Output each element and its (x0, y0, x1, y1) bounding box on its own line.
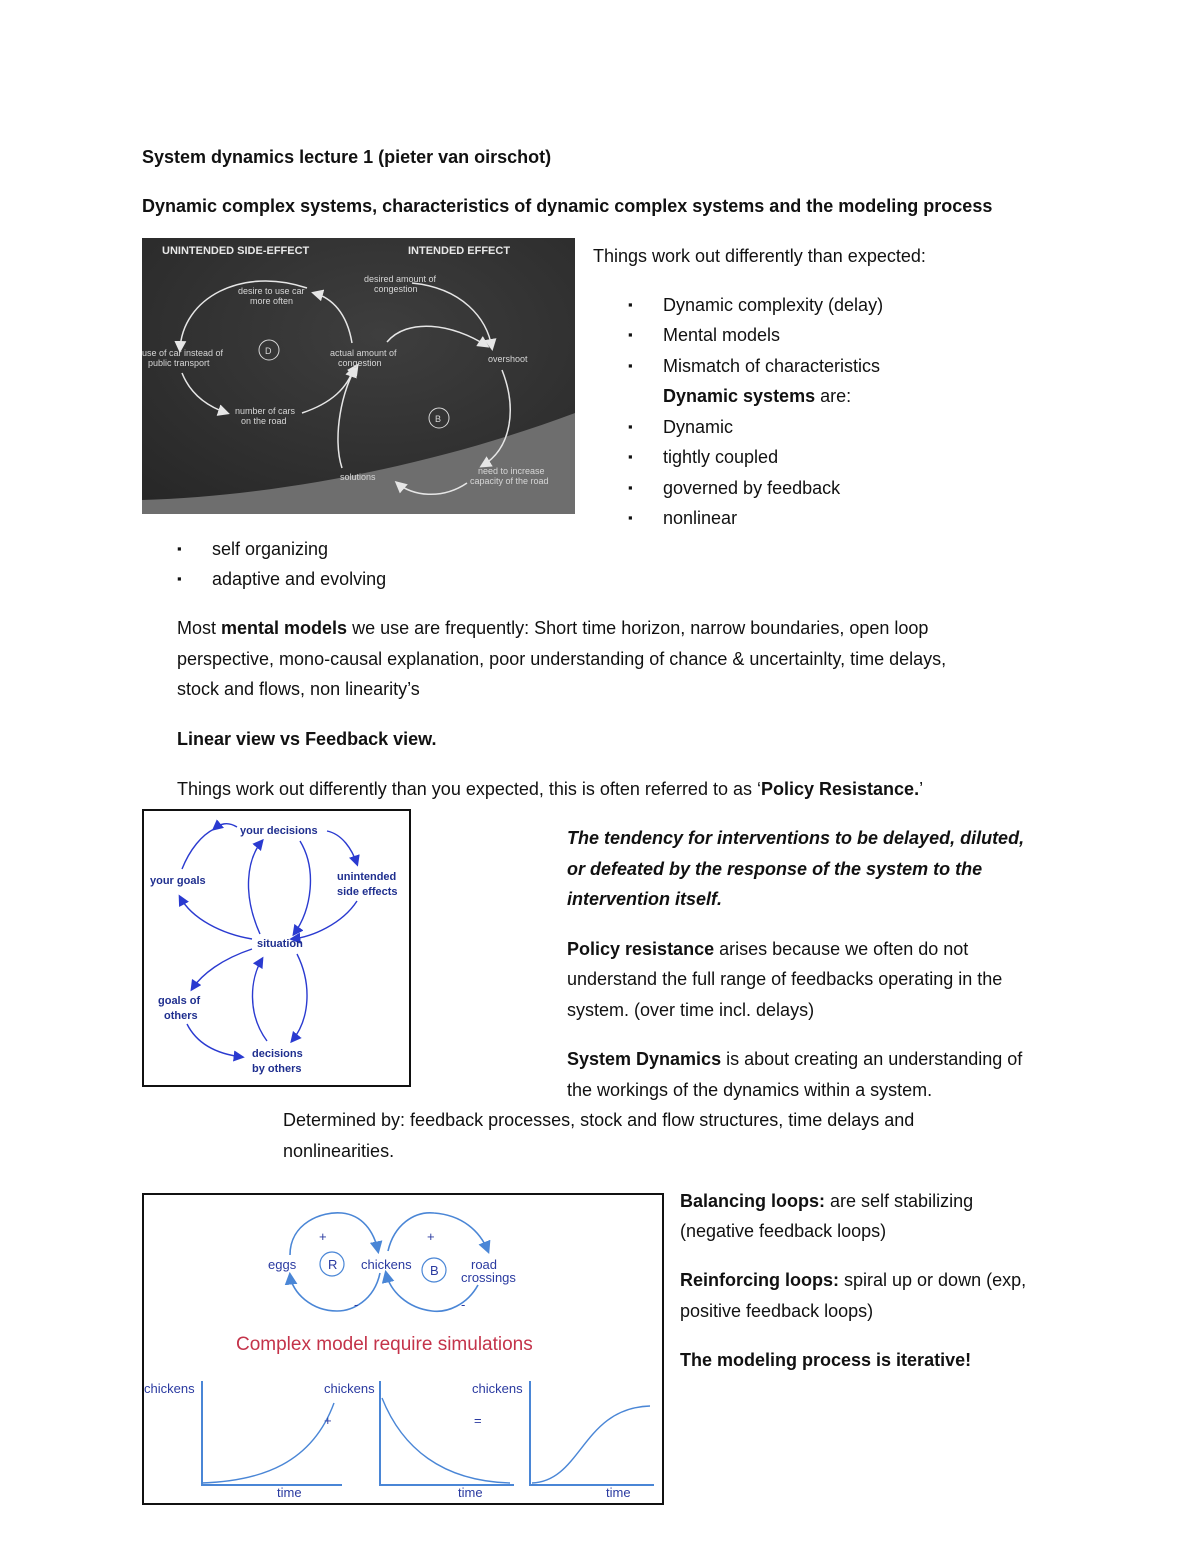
bullet-icon: ▪ (628, 480, 633, 495)
plot-ylabel: chickens (324, 1381, 375, 1396)
bullet-icon: ▪ (628, 327, 633, 342)
node-desire: desire to use car (238, 286, 305, 296)
bullet-icon: ▪ (177, 541, 182, 556)
header-intended: INTENDED EFFECT (408, 245, 511, 257)
mental-models-line: stock and flows, non linearity’s (177, 679, 420, 699)
polarity-minus: - (354, 1297, 359, 1312)
list-item: Dynamic (663, 417, 734, 437)
plot-xlabel: time (277, 1485, 302, 1500)
node-need-capacity: capacity of the road (470, 476, 549, 486)
polarity-plus: + (319, 1229, 327, 1244)
mental-models-line: perspective, mono-causal explanation, poor understanding of chance & uncertainlty, time delays, (177, 649, 947, 669)
node-desire: more often (250, 296, 294, 306)
page-title: System dynamics lecture 1 (pieter van oirschot) (142, 147, 552, 167)
node-road-crossings: road (471, 1257, 498, 1272)
node-road-crossings: crossings (461, 1270, 516, 1285)
node-goals-of-others: goals of (158, 995, 201, 1007)
node-number-of-cars: on the road (241, 416, 287, 426)
plot-ylabel: chickens (472, 1381, 523, 1396)
reinforcing-loops-line: positive feedback loops) (680, 1301, 874, 1321)
bullet-icon: ▪ (628, 449, 633, 464)
balancing-loops-line: (negative feedback loops) (680, 1221, 887, 1241)
dynamic-systems-label: Dynamic systems are: (663, 386, 852, 406)
list-item: nonlinear (663, 508, 738, 528)
bullet-icon: ▪ (628, 419, 633, 434)
plot-ylabel: chickens (144, 1381, 195, 1396)
node-desired-congestion: congestion (374, 284, 418, 294)
list-item: adaptive and evolving (212, 569, 387, 589)
definition-line: intervention itself. (567, 889, 723, 909)
mental-models-line: Most mental models we use are frequently: Short time horizon, narrow boundaries, open loop (177, 618, 929, 638)
loop-label-b: B (430, 1263, 439, 1278)
node-number-of-cars: number of cars (235, 406, 296, 416)
node-chickens: chickens (361, 1257, 412, 1272)
node-decisions-by-others: decisions (252, 1048, 303, 1060)
bullet-icon: ▪ (628, 297, 633, 312)
node-use-of-car: use of car instead of (142, 348, 224, 358)
simulation-headline: Complex model require simulations (236, 1334, 533, 1355)
linear-feedback-heading: Linear view vs Feedback view. (177, 729, 437, 749)
loop-label-right: B (435, 414, 442, 424)
node-use-of-car: public transport (148, 358, 210, 368)
node-your-goals: your goals (150, 875, 206, 887)
node-actual-congestion: actual amount of (330, 348, 397, 358)
node-desired-congestion: desired amount of (364, 274, 437, 284)
node-need-capacity: need to increase (478, 466, 545, 476)
determined-by-line: nonlinearities. (283, 1141, 395, 1161)
definition-line: or defeated by the response of the system to the (567, 859, 983, 879)
system-dynamics-para: System Dynamics is about creating an understanding of (567, 1049, 1023, 1069)
intro-text: Things work out differently than expected: (593, 246, 926, 266)
policy-resistance-line: Things work out differently than you expected, this is often referred to as ‘Policy Resistance.’ (177, 779, 924, 799)
system-dynamics-para: the workings of the dynamics within a system. (567, 1080, 933, 1100)
node-situation: situation (257, 938, 303, 950)
page-subtitle: Dynamic complex systems, characteristics of dynamic complex systems and the modeling process (142, 196, 993, 216)
plot-xlabel: time (458, 1485, 483, 1500)
determined-by-line: Determined by: feedback processes, stock and flow structures, time delays and (283, 1110, 915, 1130)
node-eggs: eggs (268, 1257, 297, 1272)
node-goals-of-others: others (164, 1010, 198, 1022)
node-overshoot: overshoot (488, 354, 528, 364)
polarity-minus: - (461, 1297, 466, 1312)
node-actual-congestion: congestion (338, 358, 382, 368)
node-unintended: unintended (337, 871, 397, 883)
balancing-loops-line: Balancing loops: are self stabilizing (680, 1191, 974, 1211)
policy-resistance-para: system. (over time incl. delays) (567, 1000, 815, 1020)
header-unintended: UNINTENDED SIDE-EFFECT (162, 245, 310, 257)
list-item: Dynamic complexity (delay) (663, 295, 884, 315)
loop-label-left: D (265, 346, 272, 356)
node-decisions-by-others: by others (252, 1063, 302, 1075)
list-item: Mismatch of characteristics (663, 356, 881, 376)
node-solutions: solutions (340, 472, 376, 482)
bullet-icon: ▪ (628, 358, 633, 373)
definition-line: The tendency for interventions to be delayed, diluted, (567, 828, 1025, 848)
plot-operator-equals: = (474, 1413, 482, 1428)
list-item: governed by feedback (663, 478, 841, 498)
plot-xlabel: time (606, 1485, 631, 1500)
side-effect-diagram (142, 238, 575, 514)
list-item: self organizing (212, 539, 329, 559)
chickens-diagram (142, 1193, 664, 1505)
reinforcing-loops-line: Reinforcing loops: spiral up or down (exp, (680, 1270, 1027, 1290)
list-item: Mental models (663, 325, 781, 345)
list-item: tightly coupled (663, 447, 779, 467)
node-unintended: side effects (337, 886, 398, 898)
policy-resistance-para: understand the full range of feedbacks operating in the (567, 969, 1003, 989)
plot-operator-plus: + (324, 1413, 332, 1428)
loop-label-r: R (328, 1257, 338, 1272)
node-your-decisions: your decisions (240, 825, 318, 837)
iterative-note: The modeling process is iterative! (680, 1350, 972, 1370)
polarity-plus: + (427, 1229, 435, 1244)
bullet-icon: ▪ (177, 571, 182, 586)
bullet-icon: ▪ (628, 510, 633, 525)
policy-resistance-para: Policy resistance arises because we often do not (567, 939, 969, 959)
policy-resistance-diagram (142, 809, 411, 1087)
